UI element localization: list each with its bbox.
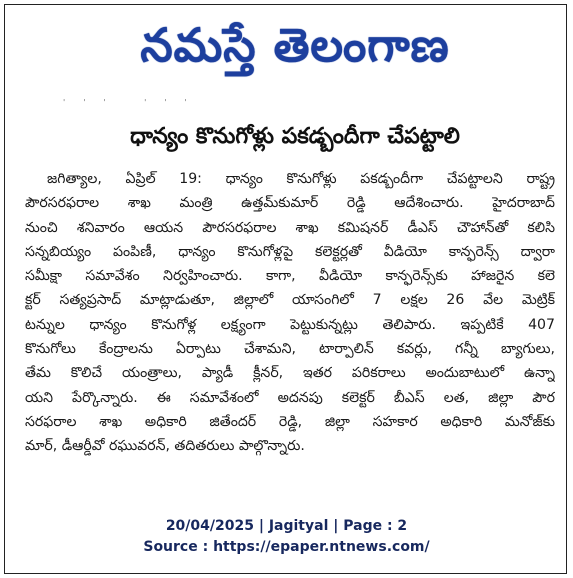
article-line: జగిత్యాల, ఏప్రిల్ 19: ధాన్యం కొనుగోళ్లు పకడ్బందీగా చేపట్టాలని రాష్ట్ర [47, 171, 555, 187]
newspaper-masthead: నమస్తే తెలంగాణ [140, 18, 450, 72]
article-line: సన్నబియ్యం పంపిణీ, ధాన్యం కొనుగోళ్లపై కలెక్టర్లతో వీడియో కాన్ఫరెన్స్ ద్వారా [25, 243, 555, 260]
article-line: నుంచి శనివారం ఆయన పౌరసరఫరాల శాఖ కమిషనర్ డీఎస్ చౌహాన్‌తో కలిసి [25, 219, 555, 236]
article-line: క్టర్ సత్యప్రసాద్ మాట్లాడుతూ, జిల్లాలో యాసంగిలో 7 లక్షల 26 వేల మెట్రిక్ [25, 292, 555, 309]
article-line: సమీక్షా సమావేశం నిర్వహించారు. కాగా, వీడియో కాన్ఫరెన్స్‌కు హాజరైన కలె [25, 268, 555, 285]
source-link[interactable]: Source : https://epaper.ntnews.com/ [143, 539, 430, 555]
clipping-frame [4, 4, 567, 574]
print-smudge: ''' ''' [63, 98, 205, 107]
article-line: తేమ కొలిచే యంత్రాలు, ప్యాడీ క్లీనర్, ఇతర పరికరాలు అందుబాటులో ఉన్నా [25, 365, 555, 382]
article-headline: ధాన్యం కొనుగోళ్లు పకడ్బందీగా చేపట్టాలి [130, 124, 460, 149]
article-line: మార్, డీఆర్డీవో రఘువరన్, తదితరులు పాల్గొన్నారు. [25, 438, 305, 455]
article-line: యని పేర్కొన్నారు. ఈ సమావేశంలో అదనపు కలెక్టర్ బీఎస్ లత, జిల్లా పౌర [25, 389, 555, 406]
article-line: పౌరసరఫరాల శాఖ మంత్రి ఉత్తమ్‌కుమార్ రెడ్డి ఆదేశించారు. హైదరాబాద్ [25, 195, 555, 212]
clipping-footer [0, 516, 573, 558]
article-line: టన్నుల ధాన్యం కొనుగోళ్ల లక్ష్యంగా పెట్టుకున్నట్లు తెలిపారు. ఇప్పటికే 407 [25, 316, 555, 333]
article-body [25, 167, 555, 459]
article-line: కొనుగోలు కేంద్రాలను ఏర్పాటు చేశామని, టార్పాలిన్ కవర్లు, గన్నీ బ్యాగులు, [25, 341, 555, 358]
edition-info: 20/04/2025 | Jagityal | Page : 2 [165, 518, 408, 534]
article-line: సరఫరాల శాఖ అధికారి జితేందర్ రెడ్డి, జిల్లా సహకార అధికారి మనోజ్‌కు [25, 413, 555, 430]
